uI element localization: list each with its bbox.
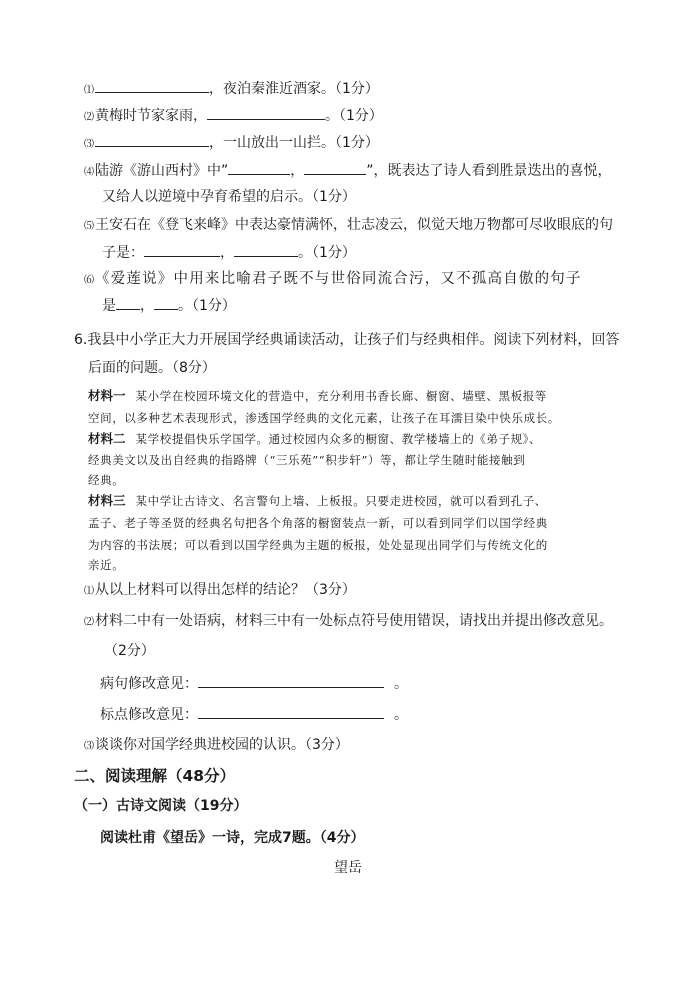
answer-label: 标点修改意见： (100, 707, 198, 723)
item-text: 。（1分） (178, 298, 236, 314)
item-number: ⑴ (84, 586, 94, 597)
item-text: 从以上材料可以得出怎样的结论？（3分） (95, 582, 356, 598)
q5-item-2 (84, 106, 383, 127)
item-text: 。（1分） (325, 108, 383, 124)
q5-item-6-line-2 (102, 296, 236, 315)
item-number: ⑵ (84, 617, 94, 628)
item-text: 子是： (102, 245, 144, 261)
reading-instruction: 阅读杜甫《望岳》一诗，完成7题。（4分） (100, 830, 365, 846)
q5-item-3 (84, 133, 379, 154)
material-1-line-2: 空间，以多种艺术表现形式，渗透国学经典的文化元素，让孩子在耳濡目染中快乐成长。 (88, 411, 560, 425)
item-text: 谈谈你对国学经典进校园的认识。（3分） (95, 737, 349, 753)
q5-item-1 (84, 79, 379, 100)
item-text: 是 (102, 298, 116, 314)
q6-sub-2-score: （2分） (104, 643, 155, 659)
q5-item-6 (84, 270, 582, 290)
item-number: ⑶ (84, 741, 94, 752)
answer-blank[interactable] (95, 133, 209, 147)
q6-stem-line-1: 6.我县中小学正大力开展国学经典诵读活动，让孩子们与经典相伴。阅读下列材料，回答 (74, 332, 620, 348)
material-text: 某小学在校园环境文化的营造中，充分利用书香长廊、橱窗、墙壁、黑板报等 (135, 389, 547, 403)
item-text: ，一山放出一山拦。（1分） (209, 135, 379, 151)
item-number: ⑵ (84, 112, 94, 123)
answer-blank[interactable] (304, 161, 366, 175)
material-3-line-1 (88, 493, 547, 509)
item-number: ⑷ (84, 167, 94, 178)
answer-blank[interactable] (234, 243, 298, 257)
poem-title: 望岳 (334, 860, 362, 876)
item-text: 王安石在《登飞来峰》中表达豪情满怀，壮志凌云，似觉天地万物都可尽收眼底的句 (95, 217, 613, 233)
answer-blank[interactable] (95, 79, 209, 93)
material-label: 材料二 (88, 431, 126, 446)
answer-label: 病句修改意见： (100, 676, 198, 692)
q6-sub-1 (84, 581, 356, 601)
item-text: ， (290, 163, 305, 179)
material-1-line-1 (88, 388, 547, 404)
material-3-line-4: 亲近。 (88, 558, 125, 572)
material-text: 某学校提倡快乐学国学。通过校园内众多的橱窗、教学楼墙上的《弟子规》、 (135, 432, 542, 446)
material-3-line-2: 孟子、老子等圣贤的经典名句把各个角落的橱窗装点一新，可以看到同学们以国学经典 (88, 516, 548, 530)
q5-item-5 (84, 216, 613, 236)
answer-blank[interactable] (228, 161, 290, 175)
q6-stem-line-2: 后面的问题。（8分） (88, 360, 216, 376)
material-2-line-3: 经典。 (88, 473, 125, 487)
item-text: ，夜泊秦淮近酒家。（1分） (209, 81, 379, 97)
answer-blank[interactable] (207, 106, 325, 120)
answer-blank[interactable] (154, 296, 178, 310)
section-heading: 二、阅读理解（48分） (74, 767, 236, 785)
material-text: 某中学让古诗文、名言警句上墙、上板报。只要走进校园，就可以看到孔子、 (135, 494, 547, 508)
item-text: ， (220, 245, 234, 261)
material-label: 材料三 (88, 493, 126, 508)
answer-blank[interactable] (144, 243, 220, 257)
punctuation-fix-answer (100, 705, 408, 724)
item-text: 材料二中有一处语病，材料三中有一处标点符号使用错误，请找出并提出修改意见。 (95, 613, 613, 629)
sentence-fix-answer (100, 674, 408, 693)
material-2-line-1 (88, 431, 541, 447)
item-text: 《爱莲说》中用来比喻君子既不与世俗同流合污，又不孤高自傲的句子 (95, 271, 582, 287)
material-2-line-2: 经典美文以及出自经典的指路牌（“三乐苑”“积步轩”）等，都让学生随时能接触到 (88, 453, 526, 467)
q5-item-4 (84, 161, 612, 182)
item-text: 。 (394, 676, 408, 692)
item-text: 陆游《游山西村》中” (95, 163, 229, 179)
item-text: ， (140, 298, 154, 314)
item-number: ⑶ (84, 139, 94, 150)
answer-blank[interactable] (198, 705, 384, 719)
item-number: ⑹ (84, 275, 94, 286)
material-3-line-3: 为内容的书法展；可以看到以国学经典为主题的板报，处处显现出同学们与传统文化的 (88, 538, 548, 552)
item-text: 黄梅时节家家雨， (95, 108, 207, 124)
item-number: ⑸ (84, 221, 94, 232)
q6-sub-3 (84, 736, 349, 756)
item-text: ”，既表达了诗人看到胜景迭出的喜悦， (366, 163, 612, 179)
item-text: 。 (394, 707, 408, 723)
material-label: 材料一 (88, 388, 126, 403)
answer-blank[interactable] (198, 674, 384, 688)
q5-item-4-line-2: 又给人以逆境中孕育希望的启示。（1分） (102, 189, 356, 205)
q5-item-5-line-2 (102, 243, 356, 262)
subsection-heading: （一）古诗文阅读（19分） (74, 798, 248, 814)
answer-blank[interactable] (116, 296, 140, 310)
item-text: 。（1分） (298, 245, 356, 261)
item-number: ⑴ (84, 85, 94, 96)
q6-sub-2 (84, 612, 613, 632)
